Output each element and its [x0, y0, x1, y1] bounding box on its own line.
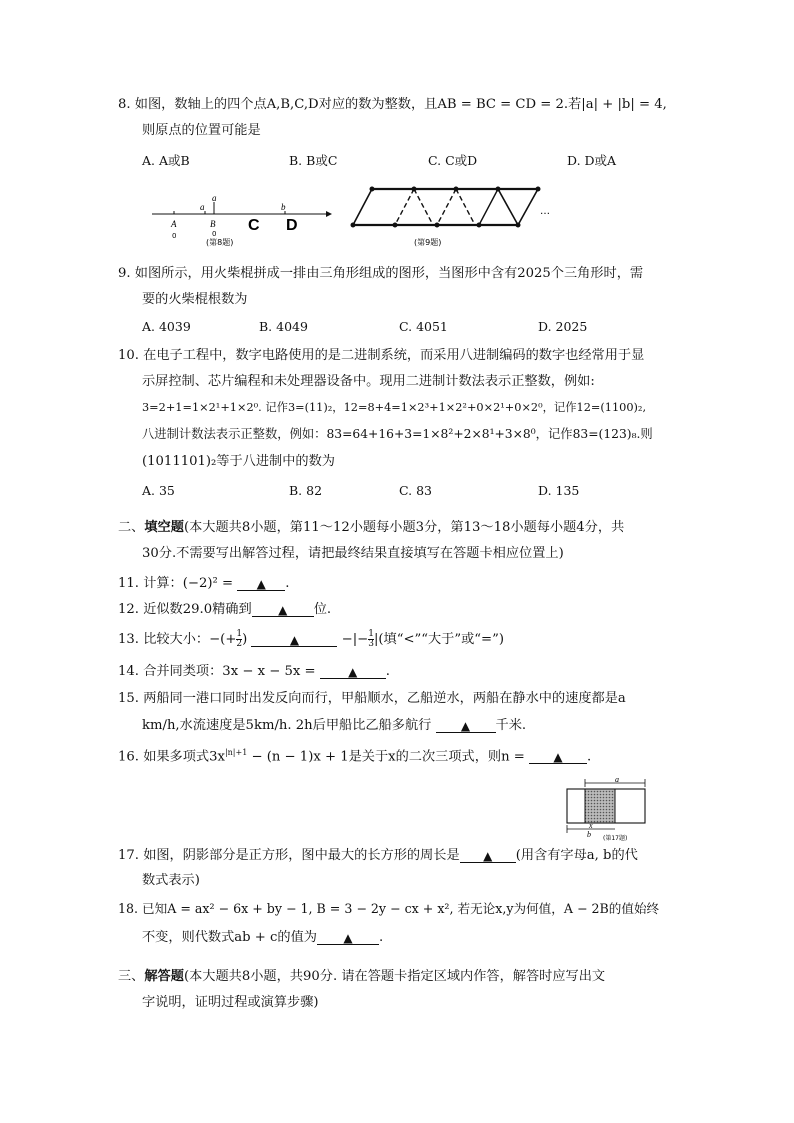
- q8-option-d: D. D或A: [567, 153, 617, 168]
- q17-number: 17.: [118, 848, 139, 863]
- figure-8-number-line: [150, 182, 340, 248]
- q10-option-d: D. 135: [538, 483, 580, 498]
- answer-triangle-icon: ▲: [460, 719, 471, 733]
- q14-text: 合并同类项：3x − x − 5x =: [143, 664, 316, 679]
- fig17-label-b: b: [587, 830, 591, 839]
- fig8-point-c: C: [248, 217, 260, 234]
- q11-number: 11.: [118, 576, 139, 591]
- q15-answer-blank[interactable]: [436, 717, 496, 733]
- q13-fraction-2: $\frac{1}{3}$: [368, 629, 374, 649]
- fig17-label-x: x: [589, 821, 593, 830]
- q16-exponent: |n|+1: [224, 748, 248, 757]
- fig8-caption: (第8题): [206, 238, 234, 247]
- q17-line1: [118, 846, 638, 865]
- section-3-title: 解答题: [144, 969, 184, 984]
- q13-fraction-1: $\frac{1}{2}$: [236, 629, 243, 649]
- q9-option-c: C. 4051: [399, 319, 448, 334]
- section-2-desc: (本大题共8小题，第11～12小题每小题3分，第13～18小题每小题4分，共: [183, 520, 625, 535]
- fig8-label-b: b: [281, 202, 286, 212]
- fig8-point-d: D: [286, 217, 298, 234]
- q17-after: (用含有字母a, b的代: [515, 848, 638, 863]
- answer-triangle-icon: ▲: [278, 603, 288, 617]
- section-3-desc: (本大题共8小题，共90分. 请在答题卡指定区域内作答，解答时应写出文: [183, 969, 606, 984]
- answer-triangle-icon: ▲: [348, 665, 358, 679]
- fig8-zero-1: 0: [172, 232, 177, 240]
- fig17-caption: (第17题): [603, 835, 628, 841]
- q9-option-a: A. 4039: [142, 319, 191, 334]
- q18-end: .: [379, 930, 384, 945]
- q9-line2: 要的火柴棍根数为: [142, 292, 248, 307]
- q10-option-b: B. 82: [289, 483, 323, 498]
- q15-line2-text: km/h,水流速度是5km/h. 2h后甲船比乙船多航行: [142, 718, 432, 733]
- q16-answer-blank[interactable]: [529, 748, 587, 764]
- q10-option-c: C. 83: [399, 483, 432, 498]
- section-3-heading: [118, 968, 605, 986]
- q8-option-a: A. A或B: [142, 153, 190, 168]
- section-2-number: 二、: [118, 520, 145, 535]
- q10-option-a: A. 35: [142, 483, 175, 498]
- q17-answer-blank[interactable]: [460, 847, 516, 863]
- q10-line4: 八进制计数法表示正整数，例如：83=64+16+3=1×8²+2×8¹+3×8⁰，记作83=(123)₈.则: [142, 427, 653, 441]
- q8-line1: 8. 如图，数轴上的四个点A,B,C,D对应的数为整数，且AB = BC = CD = 2.若|a| + |b| = 4,: [118, 97, 667, 112]
- q18-number: 18.: [118, 901, 139, 916]
- section-2-title: 填空题: [144, 520, 184, 535]
- q9-line1: 9. 如图所示，用火柴棍拼成一排由三角形组成的图形，当图形中含有2025个三角形时，需: [118, 266, 644, 281]
- q13-mid: −|−: [341, 632, 369, 647]
- q8-line2: 则原点的位置可能是: [142, 123, 261, 138]
- q11-answer-blank[interactable]: [237, 575, 285, 591]
- q16-mid: − (n − 1)x + 1是关于x的二次三项式，则n =: [247, 749, 525, 765]
- q12: [118, 600, 331, 619]
- fig8-zero-2: 0: [212, 230, 217, 238]
- q16-pre: 如果多项式3x: [143, 749, 225, 765]
- q13-answer-blank[interactable]: [251, 631, 337, 647]
- q16-end: .: [587, 749, 592, 765]
- section-3-line2: 字说明，证明过程或演算步骤): [142, 995, 319, 1010]
- q18-answer-blank[interactable]: [317, 929, 379, 945]
- q10-line3: 3=2+1=1×2¹+1×2⁰. 记作3=(11)₂，12=8+4=1×2³+1×2²+0×2¹+0×2⁰，记作12=(1100)₂,: [142, 401, 647, 414]
- q10-line2: 示屏控制、芯片编程和未处理器设备中。现用二进制计数法表示正整数，例如:: [142, 374, 595, 389]
- q11: [118, 574, 289, 593]
- q15-line1: [118, 690, 626, 708]
- q15-end: 千米.: [495, 718, 527, 733]
- fig9-caption: (第9题): [414, 238, 442, 247]
- q13-pre: 比较大小：−(+: [143, 632, 237, 647]
- answer-triangle-icon: ▲: [343, 931, 353, 945]
- q15-number: 15.: [118, 691, 139, 706]
- q14-number: 14.: [118, 664, 139, 679]
- section-2-line2: 30分.不需要写出解答过程，请把最终结果直接填写在答题卡相应位置上): [142, 546, 564, 561]
- q12-text: 近似数29.0精确到: [143, 602, 252, 617]
- answer-triangle-icon: ▲: [256, 577, 266, 591]
- q17-text: 如图，阴影部分是正方形，图中最大的长方形的周长是: [143, 848, 460, 863]
- q10-line5: (1011101)₂等于八进制中的数为: [142, 454, 335, 469]
- fig8-label-a: a: [200, 202, 205, 212]
- answer-triangle-icon: ▲: [553, 750, 563, 765]
- q14-answer-blank[interactable]: [320, 663, 386, 679]
- q18-line2-text: 不变，则代数式ab + c的值为: [142, 930, 317, 945]
- q14: [118, 662, 390, 681]
- q17-line2: 数式表示): [142, 873, 200, 888]
- q9-option-b: B. 4049: [259, 319, 308, 334]
- section-3-number: 三、: [118, 969, 145, 984]
- fig8-point-b: B: [210, 219, 216, 229]
- q8-option-c: C. C或D: [428, 153, 478, 168]
- fig8-label-upper: a: [212, 193, 217, 203]
- figure-9-matchsticks: [348, 182, 558, 248]
- q13: 13. 比较大小：−(+ $\frac{1}{2}$ ) ▲ −|− $\frac{1}{3}$ |(填“<”“大于”或“=”): [118, 629, 504, 649]
- q18-text: 已知A = ax² − 6x + by − 1, B = 3 − 2y − cx + x², 若无论x,y为何值，A − 2B的值始终: [142, 901, 660, 916]
- fig17-label-a: a: [615, 775, 619, 784]
- fig9-ellipsis: …: [540, 206, 550, 217]
- answer-triangle-icon: ▲: [483, 849, 493, 863]
- q16-number: 16.: [118, 749, 139, 765]
- q11-end: .: [285, 576, 290, 591]
- q11-text: 计算：(−2)² =: [143, 576, 234, 591]
- q13-post: |(填“<”“大于”或“=”): [373, 632, 504, 647]
- section-2-heading: [118, 519, 624, 537]
- q18-line1: [118, 900, 659, 918]
- q15-line2: [142, 716, 526, 735]
- q12-number: 12.: [118, 602, 139, 617]
- fig8-point-a: A: [171, 219, 177, 229]
- q15-text: 两船同一港口同时出发反向而行，甲船顺水，乙船逆水，两船在静水中的速度都是a: [143, 691, 626, 706]
- q12-end: 位.: [313, 602, 332, 617]
- q16: [118, 744, 591, 766]
- answer-triangle-icon: ▲: [289, 633, 300, 647]
- q13-number: 13.: [118, 632, 139, 647]
- q8-option-b: B. B或C: [289, 153, 338, 168]
- figure-17-rectangles: [563, 775, 659, 841]
- q10-line1: 10. 在电子工程中，数字电路使用的是二进制系统，而采用八进制编码的数字也经常用于显: [118, 348, 645, 363]
- q14-end: .: [385, 664, 390, 679]
- q9-option-d: D. 2025: [538, 319, 588, 334]
- q12-answer-blank[interactable]: [252, 601, 314, 617]
- q18-line2: [142, 928, 383, 947]
